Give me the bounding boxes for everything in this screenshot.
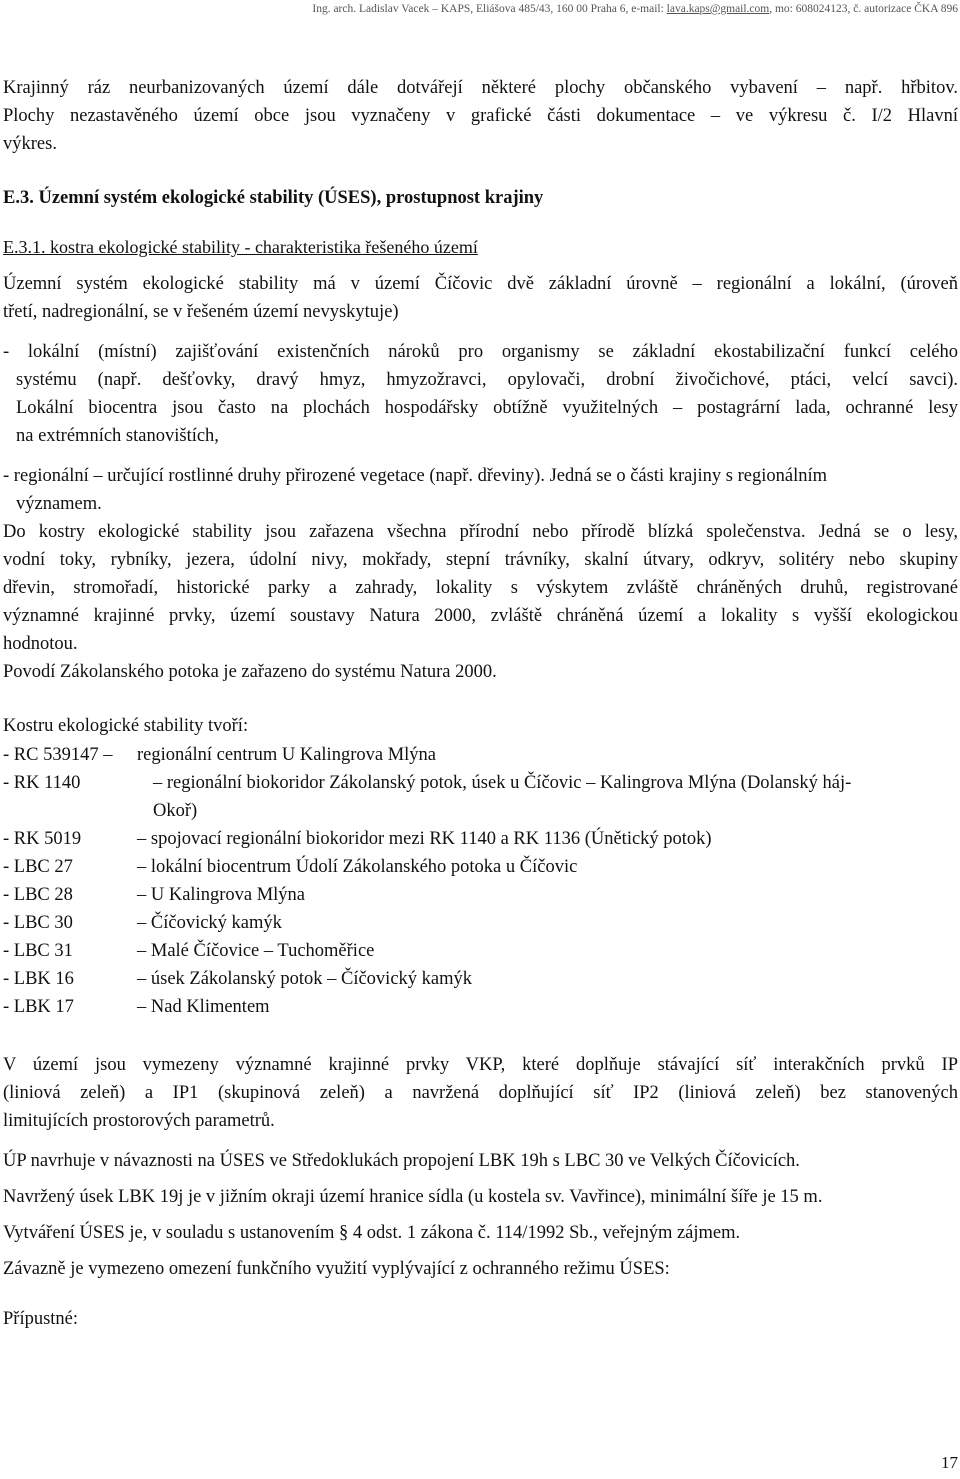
paragraph-line: Navržený úsek LBK 19j je v jižním okraji území hranice sídla (u kostela sv. Vavřince), minimální šíře je 15 m. xyxy=(3,1187,823,1207)
list-item xyxy=(3,881,958,909)
list-item-code: - LBK 17 xyxy=(3,997,74,1017)
paragraph-line: Plochy nezastavěného území obce jsou vyznačeny v grafické části dokumentace – ve výkresu č. I/2 Hlavní xyxy=(3,106,958,126)
paragraph-line: - regionální – určující rostlinné druhy přirozené vegetace (např. dřeviny). Jedná se o části krajiny s regionálním xyxy=(3,466,827,486)
paragraph-line: vodní toky, rybníky, jezera, údolní nivy, mokřady, stepní trávníky, skalní útvary, odkryv, solitéry nebo skupiny xyxy=(3,550,958,570)
paragraph-line: Přípustné: xyxy=(3,1309,79,1329)
subsection-heading: E.3.1. kostra ekologické stability - charakteristika řešeného území xyxy=(3,237,478,257)
paragraph-line: Lokální biocentra jsou často na plochách hospodářsky obtížně využitelných – postagrární lada, ochranné lesy xyxy=(16,398,958,418)
paragraph-line: Územní systém ekologické stability má v území Číčovic dvě základní úrovně – regionální a lokální, (úroveň xyxy=(3,274,958,294)
page-header xyxy=(0,3,958,15)
list-item xyxy=(3,937,958,965)
list-item xyxy=(3,853,958,881)
list-item-desc: – Nad Klimentem xyxy=(137,997,270,1017)
list-item-desc: Okoř) xyxy=(153,801,198,821)
list-item-desc: – U Kalingrova Mlýna xyxy=(137,885,306,905)
list-item xyxy=(3,741,958,769)
list-item-code: - RK 5019 xyxy=(3,829,82,849)
paragraph-line: - lokální (místní) zajišťování existenčních nároků pro organismy se základní ekostabilizační funkcí celého xyxy=(3,342,958,362)
paragraph-line: Vytváření ÚSES je, v souladu s ustanovením § 4 odst. 1 zákona č. 114/1992 Sb., veřejným zájmem. xyxy=(3,1223,741,1243)
list-item-desc: – Číčovický kamýk xyxy=(137,913,282,933)
paragraph-line: ÚP navrhuje v návaznosti na ÚSES ve Středoklukách propojení LBK 19h s LBC 30 ve Velkých Číčovicích. xyxy=(3,1151,800,1171)
email-link[interactable]: lava.kaps@gmail.com xyxy=(666,3,770,15)
list-item xyxy=(3,769,958,797)
list-item-desc: regionální centrum U Kalingrova Mlýna xyxy=(137,745,436,765)
paragraph-line: hodnotou. xyxy=(3,634,78,654)
list-item-code: - LBK 16 xyxy=(3,969,74,989)
paragraph-line: (liniová zeleň) a IP1 (skupinová zeleň) a navržená doplňující síť IP2 (liniová zeleň) bez stanovených xyxy=(3,1083,958,1103)
list-item xyxy=(3,797,958,825)
list-item-desc: – spojovací regionální biokoridor mezi RK 1140 a RK 1136 (Únětický potok) xyxy=(137,829,712,849)
list-item xyxy=(3,909,958,937)
header-text: Ing. arch. Ladislav Vacek – KAPS, Eliášova 485/43, 160 00 Praha 6, e-mail: xyxy=(312,3,667,15)
paragraph-line: Závazně je vymezeno omezení funkčního využití vyplývající z ochranného režimu ÚSES: xyxy=(3,1259,670,1279)
paragraph-line: třetí, nadregionální, se v řešeném území nevyskytuje) xyxy=(3,302,399,322)
paragraph-line: výkres. xyxy=(3,134,57,154)
page-number: 17 xyxy=(941,1453,958,1472)
list-item xyxy=(3,965,958,993)
section-heading: E.3. Územní systém ekologické stability (ÚSES), prostupnost krajiny xyxy=(3,188,544,208)
list-item-code: - LBC 30 xyxy=(3,913,73,933)
list-item-desc: – lokální biocentrum Údolí Zákolanského potoka u Číčovic xyxy=(137,857,578,877)
ecological-stability-list xyxy=(3,741,958,1021)
paragraph-line: významné krajinné prvky, území soustavy Natura 2000, zvláště chráněná území a lokality s vyšší ekologickou xyxy=(3,606,958,626)
list-item-code: - LBC 31 xyxy=(3,941,73,961)
header-suffix: , mo: 608024123, č. autorizace ČKA 896 xyxy=(769,3,958,15)
list-item-code: - LBC 28 xyxy=(3,885,73,905)
paragraph-line: Do kostry ekologické stability jsou zařazena všechna přírodní nebo přírodě blízká společenstva. Jedná se o lesy, xyxy=(3,522,958,542)
list-item xyxy=(3,993,958,1021)
list-title: Kostru ekologické stability tvoří: xyxy=(3,716,249,736)
list-item-desc: – úsek Zákolanský potok – Číčovický kamýk xyxy=(137,969,473,989)
list-item-code: - RK 1140 xyxy=(3,773,81,793)
paragraph-line: limitujících prostorových parametrů. xyxy=(3,1111,275,1131)
list-item-code: - RC 539147 – xyxy=(3,745,113,765)
list-item-desc: – regionální biokoridor Zákolanský potok, úsek u Číčovic – Kalingrova Mlýna (Dolanský háj- xyxy=(153,773,852,793)
paragraph-line: Povodí Zákolanského potoka je zařazeno do systému Natura 2000. xyxy=(3,662,497,682)
paragraph-line: V území jsou vymezeny významné krajinné prvky VKP, které doplňuje stávající síť interakčních prvků IP xyxy=(3,1055,958,1075)
paragraph-line: dřevin, stromořadí, historické parky a zahrady, lokality s výskytem zvláště chráněných druhů, registrované xyxy=(3,578,958,598)
paragraph-line: Krajinný ráz neurbanizovaných území dále dotvářejí některé plochy občanského vybavení – např. hřbitov. xyxy=(3,78,958,98)
list-item xyxy=(3,825,958,853)
list-item-code xyxy=(3,797,153,825)
paragraph-line: systému (např. dešťovky, dravý hmyz, hmyzožravci, opylovači, drobní živočichové, ptáci, velcí savci). xyxy=(16,370,958,390)
list-item-desc: – Malé Číčovice – Tuchoměřice xyxy=(137,941,375,961)
list-item-code: - LBC 27 xyxy=(3,857,73,877)
paragraph-line: významem. xyxy=(16,494,102,514)
paragraph-line: na extrémních stanovištích, xyxy=(16,426,219,446)
